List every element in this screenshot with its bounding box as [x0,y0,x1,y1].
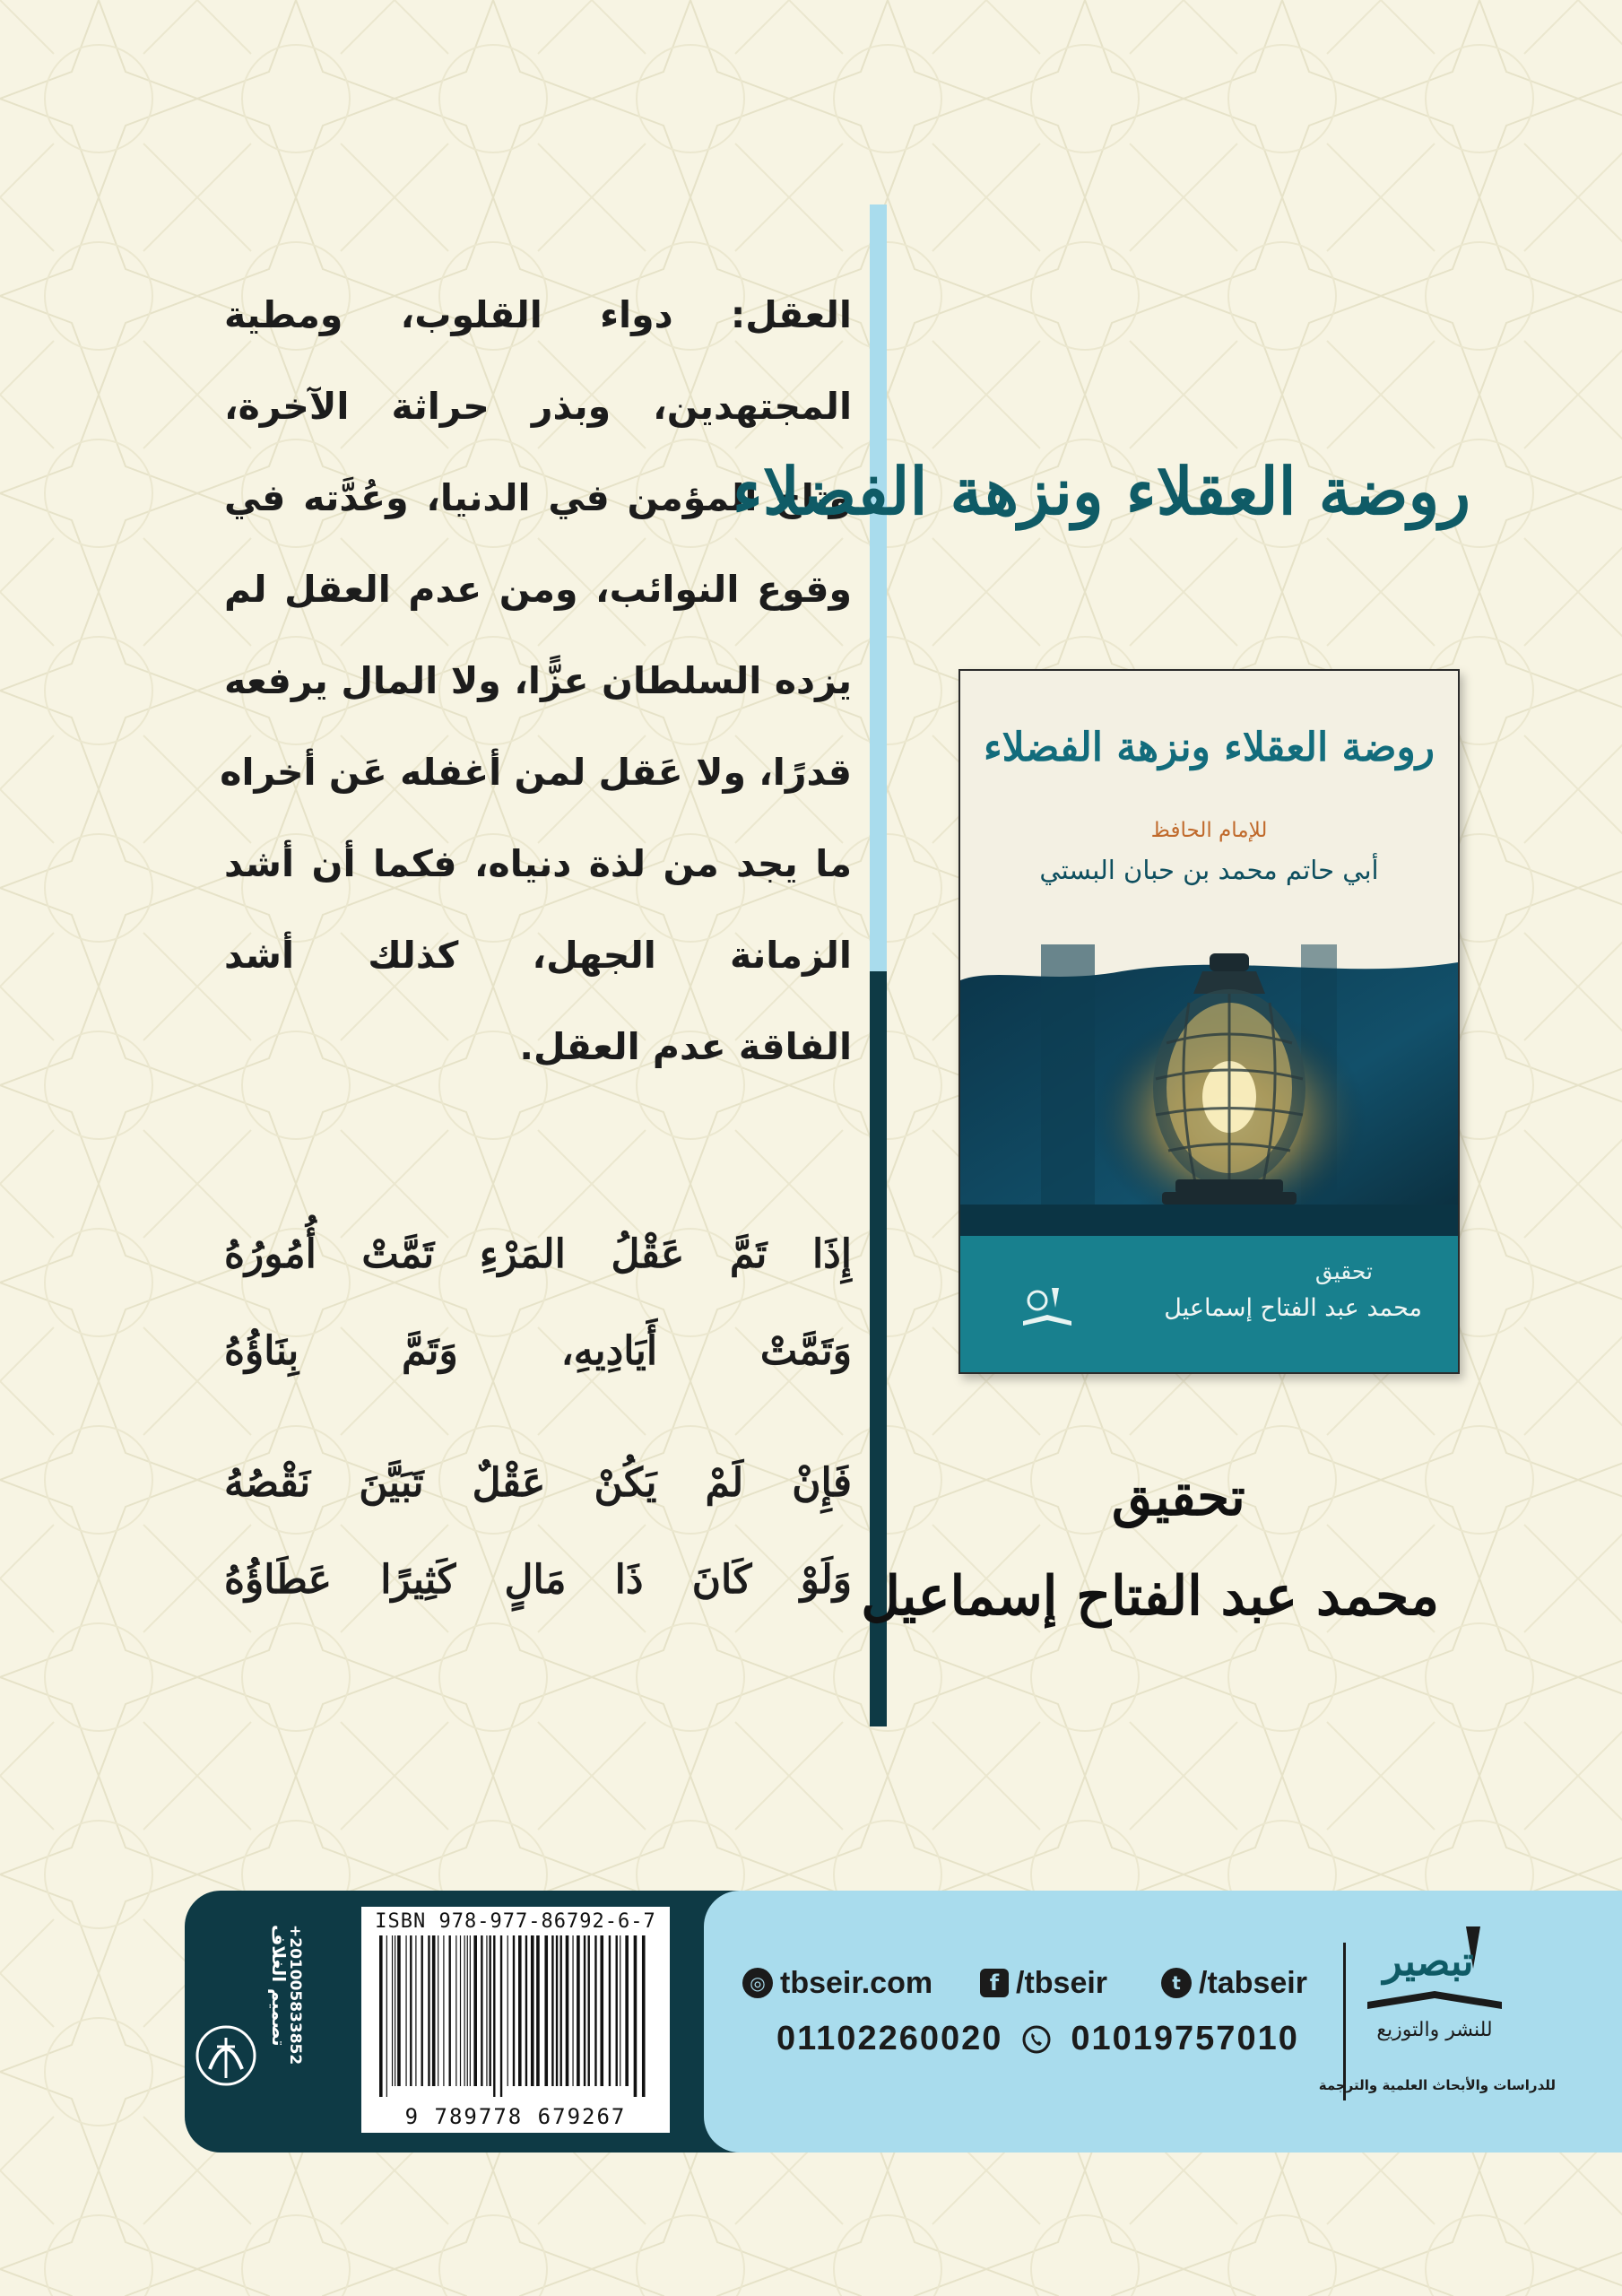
facebook-icon: f [980,1969,1009,1997]
body-line: وقوع النوائب، ومن عدم العقل لم [224,568,852,611]
publisher-logo-small [1016,1281,1079,1335]
verse-line: إِذَا تَمَّ عَقْلُ المَرْءِ تَمَّتْ أُمُورُهُ [224,1231,852,1277]
verse-line: وَتَمَّتْ أَيَادِيهِ، وَتَمَّ بِنَاؤُهُ [224,1328,852,1374]
barcode-bar [634,1935,638,2097]
barcode-bar [449,1935,451,2086]
body-line: ما يجد من لذة دنياه، فكما أن أشد [224,842,852,885]
phone-numbers [776,2020,1299,2058]
design-credit-label: تصميم الغلاف [268,1925,290,2047]
barcode [361,1907,670,2133]
barcode-bar [486,1935,487,2086]
cover-author: أبي حاتم محمد بن حبان البستي [1039,855,1379,885]
barcode-bar [572,1935,573,2086]
body-line: العقل: دواء القلوب، ومطية [224,293,852,336]
barcode-bar [493,1935,495,2097]
body-line: الفاقة عدم العقل. [519,1025,852,1068]
body-paragraph [220,269,852,1092]
barcode-bar [460,1935,461,2086]
barcode-bar [584,1935,585,2086]
barcode-bar [386,1935,387,2097]
verse-block-1 [224,1206,852,1400]
barcode-bar [551,1935,553,2086]
editor-name: محمد عبد الفتاح إسماعيل [861,1565,1439,1628]
barcode-bar [410,1935,412,2086]
verse-line: وَلَوْ كَانَ ذَا مَالٍ كَثِيرًا عَطَاؤُهُ [224,1557,852,1603]
publisher-tagline: للدراسات والأبحاث العلمية والترجمة [1318,2077,1556,2093]
phone-icon [1022,2025,1051,2054]
barcode-bar [467,1935,468,2086]
phone-number-2[interactable]: 01019757010 [1071,2020,1299,2057]
twitter-icon: t [1161,1968,1192,1998]
barcode-bar [392,1935,393,2086]
barcode-bar [536,1935,540,2086]
body-line: وتاج المؤمن في الدنيا، وعُدَّته في [224,476,852,519]
barcode-bar [616,1935,618,2086]
publisher-logo [1358,1919,1511,2054]
barcode-bar [421,1935,423,2086]
barcode-bar [507,1935,508,2086]
cover-editor-name: محمد عبد الفتاح إسماعيل [1164,1294,1422,1322]
isbn-label: ISBN 978-977-86792-6-7 [375,1910,656,1933]
verse-line: فَإِنْ لَمْ يَكُنْ عَقْلٌ تَبَيَّنَ نَقْصُهُ [224,1460,852,1506]
twitter-label: /tabseir [1199,1965,1307,2000]
website-label: tbseir.com [780,1965,933,2000]
barcode-bar [464,1935,465,2086]
barcode-bar [525,1935,527,2086]
globe-icon: ◎ [742,1968,773,1998]
cover-design-credit [258,1925,304,2091]
barcode-bar [625,1935,629,2086]
barcode-bar [556,1935,558,2086]
divider-bar-light [870,204,887,971]
barcode-bar [577,1935,580,2086]
barcode-bar [594,1935,596,2086]
barcode-bar [642,1935,646,2097]
design-credit-phone: +201005833852 [286,1925,304,2066]
facebook-contact[interactable] [980,1961,1107,2005]
phone-number-1[interactable]: 01102260020 [776,2020,1003,2057]
barcode-bar [566,1935,569,2086]
book-title: روضة العقلاء ونزهة الفضلاء [732,453,1470,529]
twitter-contact[interactable] [1161,1961,1307,2005]
designer-logo [190,1993,262,2118]
cover-imam-label: للإمام الحافظ [1150,819,1268,842]
barcode-bar [397,1935,401,2086]
barcode-bar [405,1935,406,2086]
cover-title: روضة العقلاء ونزهة الفضلاء [983,725,1435,770]
barcode-bar [560,1935,562,2086]
publisher-name: تبصير [1383,1939,1474,1985]
body-line: الزمانة الجهل، كذلك أشد [224,934,852,977]
body-line: يزده السلطان عزًّا، ولا المال يرفعه [224,659,852,702]
barcode-bar [588,1935,590,2086]
barcode-bar [600,1935,603,2086]
barcode-bar [481,1935,482,2086]
website-contact[interactable] [742,1961,932,2005]
barcode-bar [379,1935,383,2097]
barcode-bar [432,1935,436,2086]
body-line: قدرًا، ولا عَقل لمن أغفله عَن أخراه [220,751,852,794]
barcode-bar [470,1935,471,2086]
verse-block-2 [224,1435,852,1629]
body-line: المجتهدين، وبذر حراثة الآخرة، [224,385,852,428]
cover-tahqiq-label: تحقيق [1314,1258,1373,1284]
facebook-label: /tbseir [1016,1965,1108,2000]
barcode-bar [428,1935,429,2086]
barcode-bar [473,1935,477,2086]
publisher-subtitle: للنشر والتوزيع [1376,2019,1493,2041]
barcode-bar [489,1935,490,2086]
book-cover-image [958,669,1460,1374]
barcode-bar [415,1935,416,2086]
barcode-bar [455,1935,456,2086]
barcode-bar [609,1935,611,2086]
tahqiq-label: تحقيق [1112,1466,1245,1527]
barcode-digits: 9 789778 679267 [404,2104,627,2129]
barcode-bar [500,1935,502,2097]
barcode-bar [544,1935,548,2086]
barcode-bar [513,1935,515,2086]
barcode-bar [518,1935,522,2086]
barcode-bar [531,1935,534,2086]
barcode-bar [443,1935,444,2086]
barcode-bars [374,1935,657,2097]
lantern-illustration [960,944,1458,1249]
